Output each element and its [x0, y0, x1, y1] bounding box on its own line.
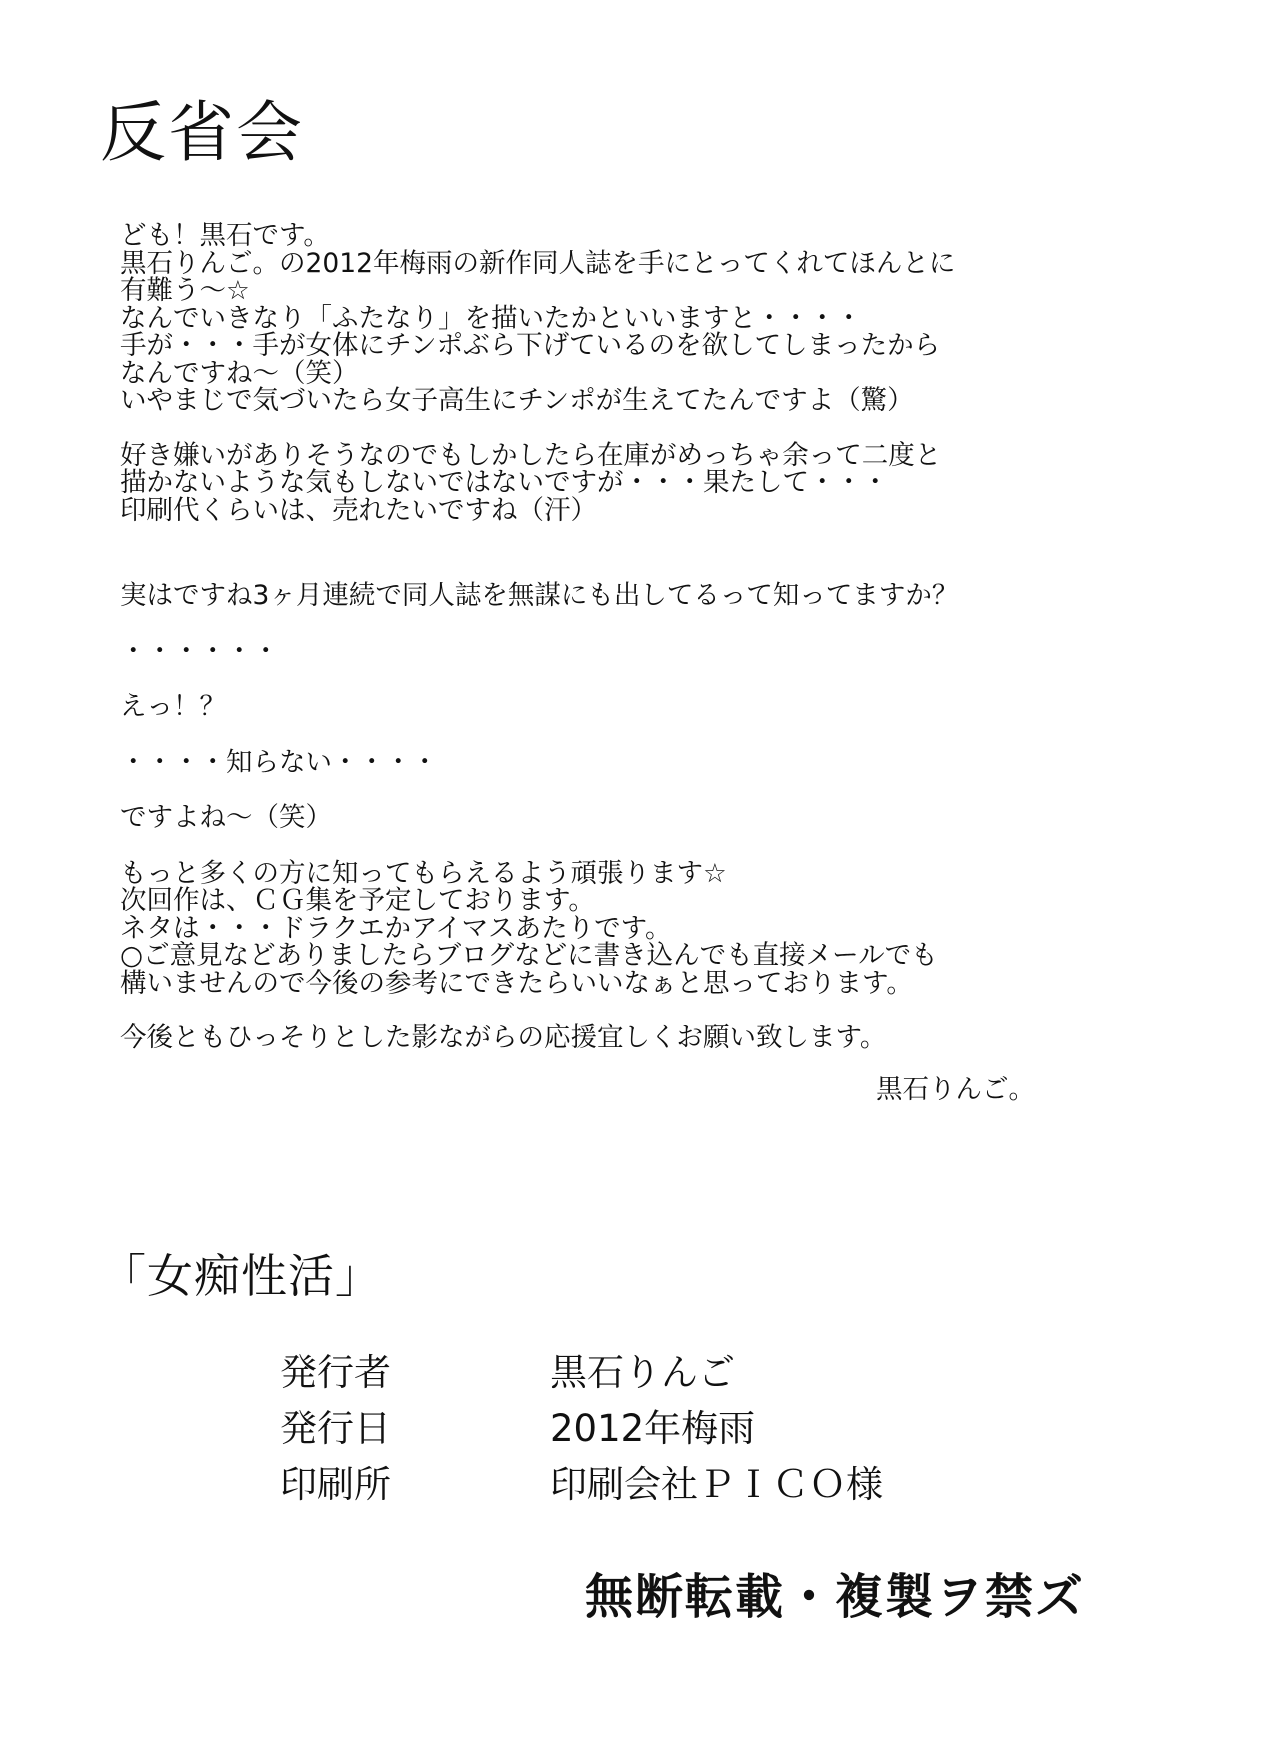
work-title: 「女痴性活」	[100, 1249, 382, 1303]
letter-paragraph-1	[120, 222, 1080, 415]
letter-paragraph-2	[120, 439, 1080, 526]
letter-closing-line: 今後ともひっそりとした影ながらの応援宜しくお願い致します。	[120, 1022, 887, 1053]
copyright-notice: 無断転載・複製ヲ禁ズ	[585, 1569, 1086, 1625]
letter-line: ネタは・・・ドラクエかアイマスあたりです。	[120, 912, 672, 944]
letter-line: ○ご意見などありましたらブログなどに書き込んでも直接メールでも	[120, 940, 938, 971]
letter-line: もっと多くの方に知ってもらえるよう頑張ります☆	[120, 857, 727, 889]
letter-line: 描かないような気もしないではないですが・・・果たして・・・	[120, 467, 889, 498]
colophon-value: 印刷会社ＰＩＣＯ様	[550, 1463, 883, 1506]
page-title: 反省会	[100, 94, 304, 171]
letter-line: 次回作は、ＣＧ集を予定しております。	[120, 885, 595, 916]
letter-surprise-line: えっ！？	[120, 691, 226, 722]
colophon	[280, 1345, 883, 1513]
colophon-label: 印刷所	[280, 1463, 391, 1506]
letter-line: ども！黒石です。	[120, 220, 330, 251]
colophon-row-publisher	[280, 1345, 883, 1401]
letter-right-line: ですよね～（笑）	[120, 802, 332, 833]
afterword-letter	[120, 222, 1080, 1103]
colophon-label: 発行日	[280, 1407, 391, 1450]
letter-signature: 黒石りんご。	[876, 1073, 1035, 1105]
letter-line: なんですね～（笑）	[120, 357, 359, 389]
colophon-value: 2012年梅雨	[550, 1407, 756, 1450]
colophon-row-date	[280, 1401, 883, 1457]
colophon-value: 黒石りんご	[550, 1351, 735, 1394]
letter-dots-line: ・・・・・・	[120, 635, 279, 667]
letter-question-line: 実はですね3ヶ月連続で同人誌を無謀にも出してるって知ってますか？	[120, 580, 959, 611]
colophon-row-printer	[280, 1457, 883, 1513]
colophon-label: 発行者	[280, 1351, 391, 1394]
letter-line: 好き嫌いがありそうなのでもしかしたら在庫がめっちゃ余って二度と	[120, 439, 942, 471]
letter-paragraph-3	[120, 857, 1080, 999]
letter-line: 有難う～☆	[120, 275, 250, 306]
letter-line: 黒石りんご。の2012年梅雨の新作同人誌を手にとってくれてほんとに	[120, 247, 956, 279]
letter-line: 印刷代くらいは、売れたいですね（汗）	[120, 494, 597, 526]
letter-line: 構いませんので今後の参考にできたらいいなぁと思っております。	[120, 967, 913, 999]
letter-unknown-line: ・・・・知らない・・・・	[120, 746, 438, 778]
letter-line: いやまじで気づいたら女子高生にチンポが生えてたんですよ（驚）	[120, 385, 914, 416]
letter-line: 手が・・・手が女体にチンポぶら下げているのを欲してしまったから	[120, 330, 941, 361]
letter-line: なんでいきなり「ふたなり」を描いたかといいますと・・・・	[120, 302, 862, 334]
